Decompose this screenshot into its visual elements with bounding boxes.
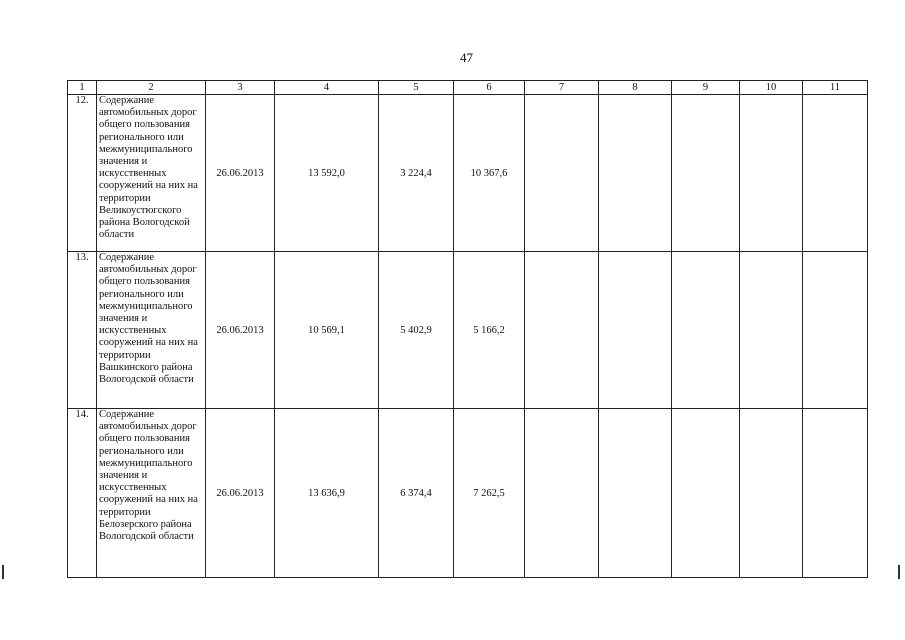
table-header-row xyxy=(68,81,868,95)
scan-edge-mark-left xyxy=(2,565,4,579)
empty-cell xyxy=(525,409,599,578)
column-header: 7 xyxy=(525,81,599,95)
column-header: 9 xyxy=(672,81,740,95)
empty-cell xyxy=(525,252,599,409)
row-col4: 10 569,1 xyxy=(275,252,379,409)
row-date: 26.06.2013 xyxy=(206,409,275,578)
row-col6: 7 262,5 xyxy=(454,409,525,578)
empty-cell xyxy=(803,252,868,409)
column-header: 10 xyxy=(740,81,803,95)
empty-cell xyxy=(672,95,740,252)
column-header: 2 xyxy=(97,81,206,95)
empty-cell xyxy=(672,409,740,578)
table-row xyxy=(68,409,868,578)
empty-cell xyxy=(525,95,599,252)
row-date: 26.06.2013 xyxy=(206,252,275,409)
empty-cell xyxy=(672,252,740,409)
empty-cell xyxy=(740,95,803,252)
column-header: 11 xyxy=(803,81,868,95)
column-header: 3 xyxy=(206,81,275,95)
column-header: 5 xyxy=(379,81,454,95)
table-row xyxy=(68,252,868,409)
column-header: 8 xyxy=(599,81,672,95)
scan-edge-mark-right xyxy=(898,565,900,579)
register-table xyxy=(67,80,868,578)
row-col4: 13 592,0 xyxy=(275,95,379,252)
row-number: 12. xyxy=(68,95,97,252)
column-header: 4 xyxy=(275,81,379,95)
row-date: 26.06.2013 xyxy=(206,95,275,252)
empty-cell xyxy=(599,409,672,578)
empty-cell xyxy=(599,95,672,252)
empty-cell xyxy=(803,409,868,578)
empty-cell xyxy=(803,95,868,252)
row-col6: 10 367,6 xyxy=(454,95,525,252)
row-number: 14. xyxy=(68,409,97,578)
empty-cell xyxy=(599,252,672,409)
page-number: 47 xyxy=(460,50,473,65)
row-name: Содержание автомобильных дорог общего пользования регионального или межмуниципального значения и искусственных сооружений на них на территории Белозерского района Вологодской области xyxy=(97,409,206,578)
table-row xyxy=(68,95,868,252)
row-col4: 13 636,9 xyxy=(275,409,379,578)
empty-cell xyxy=(740,252,803,409)
row-col5: 5 402,9 xyxy=(379,252,454,409)
row-number: 13. xyxy=(68,252,97,409)
empty-cell xyxy=(740,409,803,578)
row-col6: 5 166,2 xyxy=(454,252,525,409)
row-name: Содержание автомобильных дорог общего пользования регионального или межмуниципального значения и искусственных сооружений на них на территории Вашкинского района Вологодской области xyxy=(97,252,206,409)
row-col5: 6 374,4 xyxy=(379,409,454,578)
row-name: Содержание автомобильных дорог общего пользования регионального или межмуниципального значения и искусственных сооружений на них на территории Великоустюгского района Вологодской области xyxy=(97,95,206,252)
column-header: 1 xyxy=(68,81,97,95)
column-header: 6 xyxy=(454,81,525,95)
row-col5: 3 224,4 xyxy=(379,95,454,252)
